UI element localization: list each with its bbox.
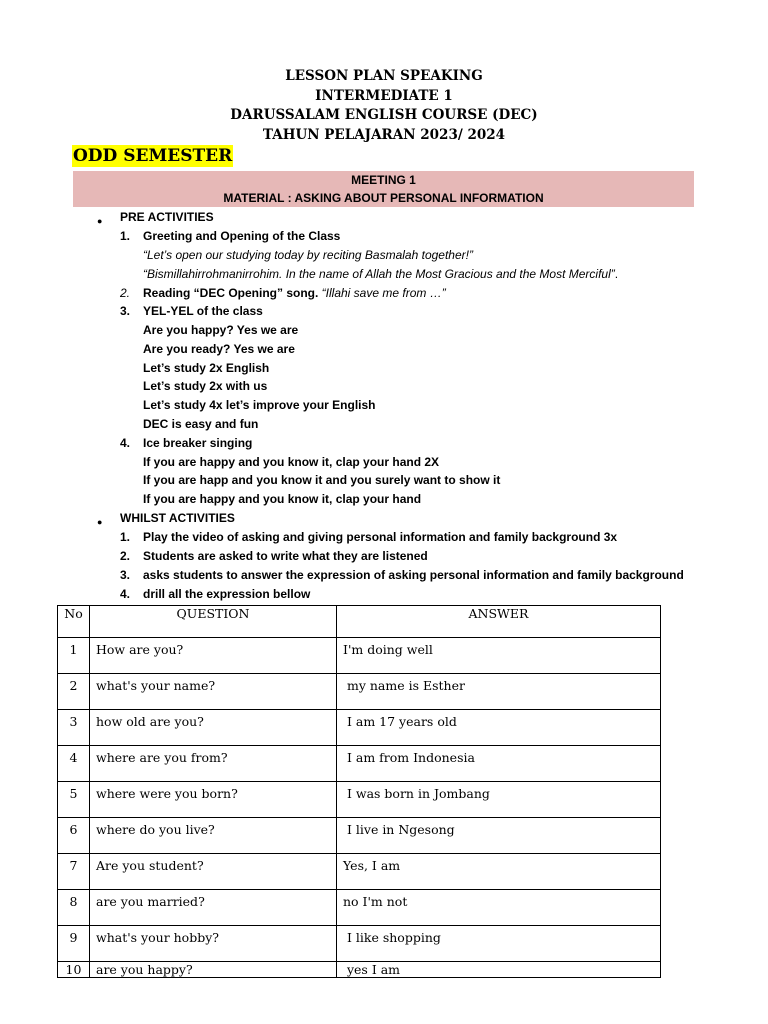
song-line: If you are happy and you know it, clap your hand 2X [143, 455, 440, 469]
pre-item-1-line-1: “Let’s open our studying today by reciting Basmalah together!” [143, 248, 473, 262]
question-cell: are you happy? [90, 962, 337, 978]
table-row [58, 926, 661, 962]
column-header-no: No [58, 606, 90, 638]
table-row [58, 710, 661, 746]
table-row [58, 818, 661, 854]
table-row [58, 854, 661, 890]
heading-line-3: DARUSSALAM ENGLISH COURSE (DEC) [230, 107, 538, 123]
yel-line: Are you ready? Yes we are [143, 342, 295, 356]
meeting-title: MEETING 1 [351, 173, 416, 187]
list-number: 1. [120, 229, 131, 243]
table-row [58, 890, 661, 926]
table-row [58, 674, 661, 710]
question-cell: where do you live? [90, 818, 337, 854]
whilst-item-1: Play the video of asking and giving personal information and family background 3x [143, 530, 618, 544]
question-cell: where were you born? [90, 782, 337, 818]
pre-item-2: Reading “DEC Opening” song. “Illahi save me from …” [143, 286, 446, 300]
list-number: 2. [120, 549, 131, 563]
row-number: 8 [58, 890, 90, 926]
question-cell: Are you student? [90, 854, 337, 890]
heading-line-2: INTERMEDIATE 1 [315, 87, 453, 104]
yel-line: Let’s study 2x English [143, 361, 270, 375]
answer-cell: I was born in Jombang [337, 782, 661, 818]
answer-cell: yes I am [337, 962, 661, 978]
question-cell: are you married? [90, 890, 337, 926]
row-number: 2 [58, 674, 90, 710]
heading-line-1: LESSON PLAN SPEAKING [285, 68, 483, 84]
table-row [58, 638, 661, 674]
table-header-row [58, 606, 661, 638]
yel-line: Let’s study 2x with us [143, 379, 268, 393]
yel-line: DEC is easy and fun [143, 417, 259, 431]
question-cell: what's your name? [90, 674, 337, 710]
row-number: 6 [58, 818, 90, 854]
list-number: 3. [120, 568, 131, 582]
list-number: 3. [120, 304, 131, 318]
list-number: 2. [120, 286, 131, 300]
yel-line: Let’s study 4x let’s improve your English [143, 398, 376, 412]
row-number: 1 [58, 638, 90, 674]
answer-cell: no I'm not [337, 890, 661, 926]
answer-cell: I like shopping [337, 926, 661, 962]
answer-cell: I am 17 years old [337, 710, 661, 746]
table-row [58, 962, 661, 978]
bullet-icon: ● [97, 216, 103, 226]
pre-item-3: YEL-YEL of the class [143, 304, 263, 318]
row-number: 3 [58, 710, 90, 746]
row-number: 5 [58, 782, 90, 818]
meeting-banner [73, 171, 694, 207]
column-header-answer: ANSWER [337, 606, 661, 638]
bullet-icon: ● [97, 517, 103, 527]
table-row [58, 746, 661, 782]
question-cell: what's your hobby? [90, 926, 337, 962]
answer-cell: I am from Indonesia [337, 746, 661, 782]
pre-activities-heading: PRE ACTIVITIES [120, 210, 214, 224]
answer-cell: Yes, I am [337, 854, 661, 890]
question-answer-table [57, 605, 661, 978]
row-number: 7 [58, 854, 90, 890]
document-heading [0, 67, 768, 145]
whilst-activities-heading: WHILST ACTIVITIES [120, 511, 235, 525]
song-line: If you are happy and you know it, clap your hand [143, 492, 422, 506]
answer-cell: my name is Esther [337, 674, 661, 710]
list-number: 1. [120, 530, 131, 544]
list-number: 4. [120, 587, 131, 601]
question-cell: how old are you? [90, 710, 337, 746]
row-number: 9 [58, 926, 90, 962]
answer-cell: I live in Ngesong [337, 818, 661, 854]
semester-title: ODD SEMESTER [73, 146, 233, 166]
heading-line-4: TAHUN PELAJARAN 2023/ 2024 [262, 126, 506, 143]
song-line: If you are happ and you know it and you surely want to show it [143, 473, 501, 487]
list-number: 4. [120, 436, 131, 450]
whilst-item-3: asks students to answer the expression of asking personal information and family background [143, 568, 684, 582]
meeting-material: MATERIAL : ASKING ABOUT PERSONAL INFORMATION [223, 191, 544, 205]
pre-item-1-line-2: “Bismillahirrohmanirrohim. In the name of Allah the Most Gracious and the Most Merciful”. [143, 267, 619, 281]
pre-item-4: Ice breaker singing [143, 436, 253, 450]
answer-cell: I'm doing well [337, 638, 661, 674]
question-cell: How are you? [90, 638, 337, 674]
question-cell: where are you from? [90, 746, 337, 782]
table-row [58, 782, 661, 818]
row-number: 10 [58, 962, 90, 978]
yel-line: Are you happy? Yes we are [143, 323, 299, 337]
pre-item-1: Greeting and Opening of the Class [143, 229, 341, 243]
column-header-question: QUESTION [90, 606, 337, 638]
whilst-item-2: Students are asked to write what they are listened [143, 549, 428, 563]
row-number: 4 [58, 746, 90, 782]
whilst-item-4: drill all the expression bellow [143, 587, 311, 601]
